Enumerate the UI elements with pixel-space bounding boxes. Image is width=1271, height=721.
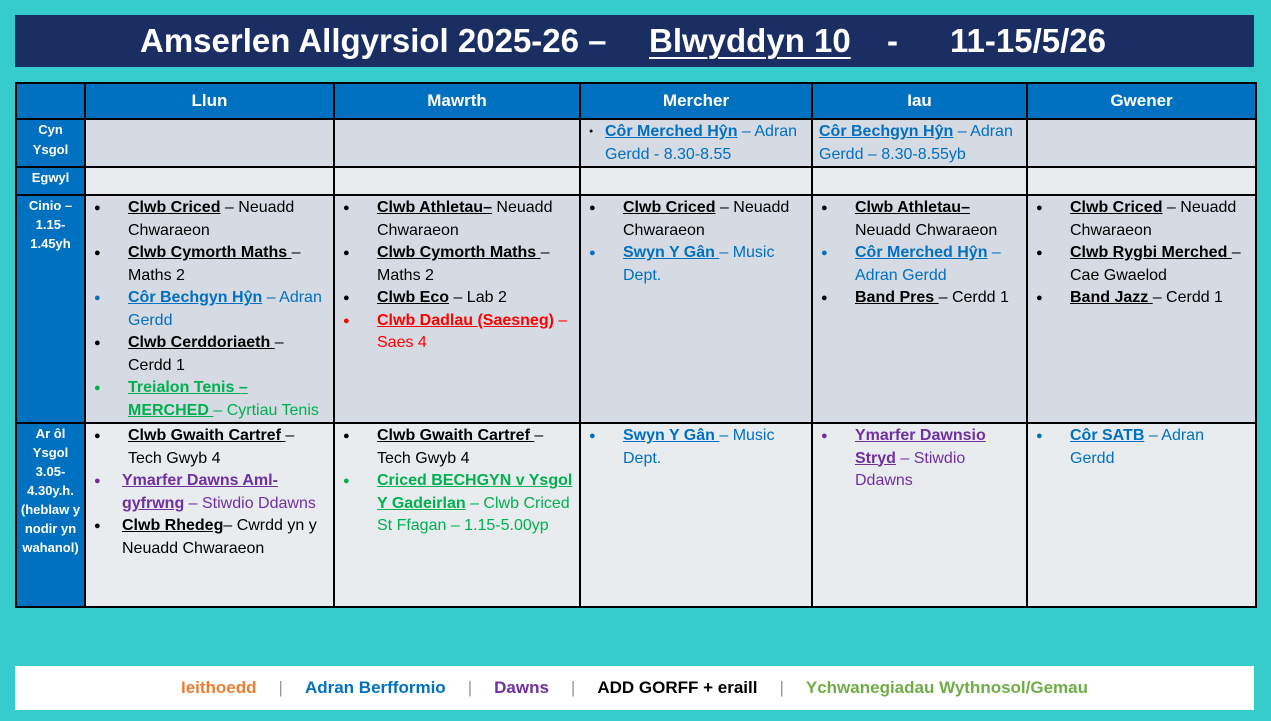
activity-item: ● Clwb Criced – Neuadd Chwaraeon	[1028, 197, 1255, 242]
cell-after-iau	[812, 423, 1027, 607]
day-header-row	[16, 83, 1256, 119]
row-break	[16, 167, 1256, 195]
activity-item: ● Clwb Gwaith Cartref – Tech Gwyb 4	[335, 425, 579, 470]
page-title: Amserlen Allgyrsiol 2025-26 –	[140, 22, 607, 59]
row-label-lunch: Cinio – 1.15- 1.45yh	[16, 195, 85, 423]
activity-item: ● Band Jazz – Cerdd 1	[1028, 287, 1255, 310]
activity-item: ● Ymarfer Dawnsio Stryd – Stiwdio Ddawns	[813, 425, 1026, 493]
title-bar	[15, 15, 1254, 67]
cell-before-mawrth	[334, 119, 580, 167]
activity-item: ● Côr Merched Hŷn – Adran Gerdd - 8.30-8.55	[581, 121, 811, 166]
cell-before-llun	[85, 119, 334, 167]
activity-item: ● Ymarfer Dawns Aml-gyfrwng – Stiwdio Ddawns	[86, 470, 333, 515]
cell-after-mawrth	[334, 423, 580, 607]
activity-item: ● Clwb Eco – Lab 2	[335, 287, 579, 310]
day-header-mercher: Mercher	[580, 83, 812, 119]
activity-item: ● Clwb Criced – Neuadd Chwaraeon	[86, 197, 333, 242]
activity-item: ● Clwb Gwaith Cartref – Tech Gwyb 4	[86, 425, 333, 470]
day-header-llun: Llun	[85, 83, 334, 119]
week-dates: 11-15/5/26	[950, 22, 1106, 59]
activity-item: ● Swyn Y Gân – Music Dept.	[581, 242, 811, 287]
activity-item: ● Criced BECHGYN v Ysgol Y Gadeirlan – Clwb Criced St Ffagan – 1.15-5.00yp	[335, 470, 579, 538]
activity-item: ● Clwb Cymorth Maths – Maths 2	[86, 242, 333, 287]
row-label-after-school: Ar ôl Ysgol 3.05- 4.30y.h. (heblaw y nodir yn wahanol)	[16, 423, 85, 607]
legend-separator: |	[467, 678, 473, 697]
activity-item: ● Treialon Tenis – MERCHED – Cyrtiau Tenis	[86, 377, 333, 422]
cell-lunch-mercher	[580, 195, 812, 423]
activity-item: ● Côr SATB – Adran Gerdd	[1028, 425, 1255, 470]
legend-pe: ADD GORFF + eraill	[597, 678, 758, 697]
cell-after-llun	[85, 423, 334, 607]
activity-item: ● Côr Bechgyn Hŷn – Adran Gerdd	[86, 287, 333, 332]
activity-item: ● Côr Merched Hŷn – Adran Gerdd	[813, 242, 1026, 287]
cell-break-gwener	[1027, 167, 1256, 195]
row-after-school	[16, 423, 1256, 607]
activity-item: ● Swyn Y Gân – Music Dept.	[581, 425, 811, 470]
legend-weekly-games: Ychwanegiadau Wythnosol/Gemau	[805, 678, 1089, 697]
year-group-title: Blwyddyn 10	[649, 22, 851, 59]
row-label-before-school: Cyn Ysgol	[16, 119, 85, 167]
cell-break-llun	[85, 167, 334, 195]
activity-item: ● Clwb Cymorth Maths – Maths 2	[335, 242, 579, 287]
cell-after-mercher	[580, 423, 812, 607]
legend-separator: |	[570, 678, 576, 697]
cell-before-iau	[812, 119, 1027, 167]
cell-before-mercher	[580, 119, 812, 167]
cell-lunch-iau	[812, 195, 1027, 423]
cell-before-gwener	[1027, 119, 1256, 167]
cell-break-mawrth	[334, 167, 580, 195]
cell-break-mercher	[580, 167, 812, 195]
activity-item: ● Clwb Rygbi Merched – Cae Gwaelod	[1028, 242, 1255, 287]
activity-item: ● Band Pres – Cerdd 1	[813, 287, 1026, 310]
activity-item: ● Clwb Cerddoriaeth – Cerdd 1	[86, 332, 333, 377]
activity-item: ● Clwb Dadlau (Saesneg) – Saes 4	[335, 310, 579, 355]
legend-languages: Ieithoedd	[180, 678, 257, 697]
cell-lunch-gwener	[1027, 195, 1256, 423]
activity-item: ● Clwb Criced – Neuadd Chwaraeon	[581, 197, 811, 242]
activity-item: Côr Bechgyn Hŷn – Adran Gerdd – 8.30-8.55yb	[819, 123, 1013, 163]
day-header-mawrth: Mawrth	[334, 83, 580, 119]
cell-lunch-mawrth	[334, 195, 580, 423]
title-dash: -	[887, 22, 898, 59]
row-lunch	[16, 195, 1256, 423]
color-legend	[15, 666, 1254, 710]
legend-separator: |	[278, 678, 283, 697]
cell-after-gwener	[1027, 423, 1256, 607]
legend-separator: |	[779, 678, 784, 697]
activity-item: ● Clwb Athletau– Neuadd Chwaraeon	[813, 197, 1026, 242]
day-header-iau: Iau	[812, 83, 1027, 119]
row-before-school	[16, 119, 1256, 167]
day-header-gwener: Gwener	[1027, 83, 1256, 119]
cell-lunch-llun	[85, 195, 334, 423]
row-label-break: Egwyl	[16, 167, 85, 195]
activity-item: ● Clwb Rhedeg– Cwrdd yn y Neuadd Chwaraeon	[86, 515, 333, 560]
legend-performing-arts: Adran Berfformio	[304, 678, 446, 697]
corner-cell	[16, 83, 85, 119]
timetable	[15, 82, 1257, 608]
cell-break-iau	[812, 167, 1027, 195]
activity-item: ● Clwb Athletau– Neuadd Chwaraeon	[335, 197, 579, 242]
legend-dance: Dawns	[494, 678, 549, 697]
